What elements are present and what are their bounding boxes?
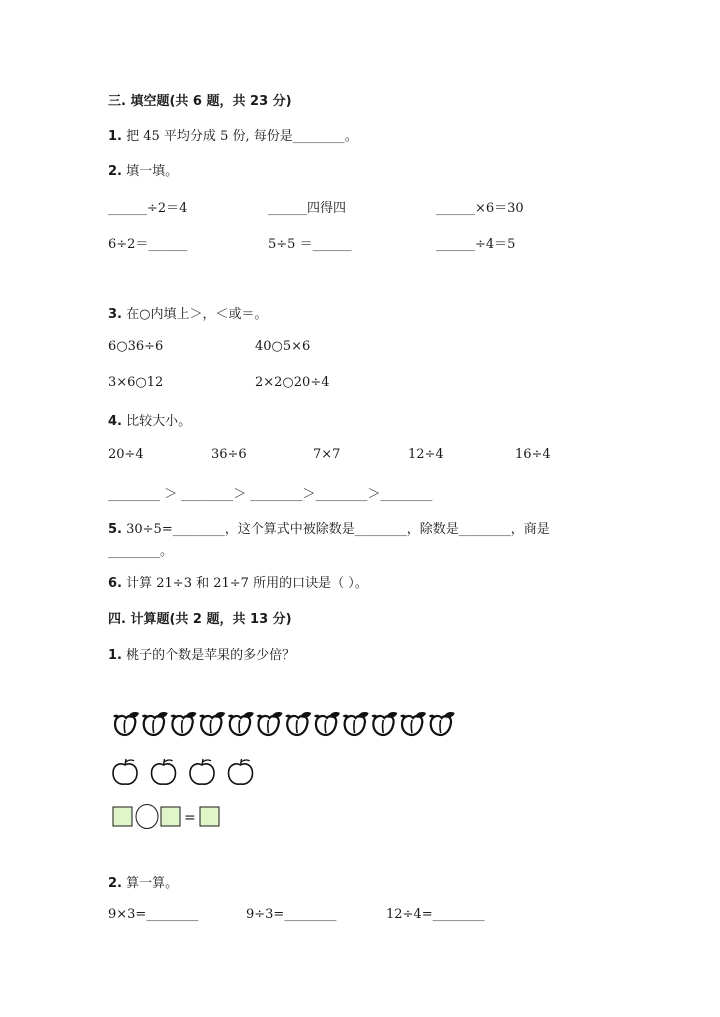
- question-number: 4.: [108, 414, 122, 429]
- question-4-1: [108, 644, 295, 663]
- fill-item: ______×6＝30: [436, 201, 524, 216]
- expression-item: 16÷4: [515, 447, 551, 462]
- question-3-2: [108, 160, 178, 179]
- equals-sign: =: [184, 810, 196, 826]
- question-text: 计算 21÷3 和 21÷7 所用的口诀是（ ）。: [126, 576, 368, 591]
- question-number: 5.: [108, 522, 122, 537]
- fill-item: ______四得四: [268, 201, 347, 216]
- answer-line: ________ ＞ ________＞ ________＞________＞________: [108, 487, 433, 502]
- question-text-continued: ________。: [108, 544, 174, 559]
- fill-item: 5÷5 ＝______: [268, 237, 352, 252]
- question-3-4: [108, 410, 191, 429]
- peach-icon: [199, 712, 225, 735]
- question-text: 桃子的个数是苹果的多少倍？: [126, 648, 296, 663]
- peach-icon: [113, 712, 139, 735]
- compare-item: 2×2○20÷4: [255, 375, 330, 390]
- peach-icon: [257, 712, 283, 735]
- question-number: 2.: [108, 876, 122, 891]
- peach-icon: [314, 712, 340, 735]
- question-3-3: [108, 303, 267, 322]
- fill-item: ______÷4＝5: [436, 237, 516, 252]
- calc-item: 9÷3=________: [246, 907, 337, 922]
- apple-icon: [229, 759, 253, 784]
- answer-box[interactable]: [113, 807, 132, 826]
- question-number: 1.: [108, 648, 122, 663]
- peach-icon: [170, 712, 196, 735]
- answer-box[interactable]: [161, 807, 180, 826]
- question-4-2: [108, 872, 178, 891]
- apple-icon: [190, 759, 214, 784]
- question-3-1: [108, 125, 358, 144]
- expression-item: 36÷6: [211, 447, 247, 462]
- operator-circle[interactable]: [136, 805, 158, 829]
- apple-icon: [152, 759, 176, 784]
- fill-item: ______÷2＝4: [108, 201, 188, 216]
- question-text: 算一算。: [126, 876, 179, 891]
- expression-item: 20÷4: [108, 447, 144, 462]
- compare-item: 3×6○12: [108, 375, 164, 390]
- calc-item: 12÷4=________: [386, 907, 485, 922]
- question-text: 填一填。: [126, 164, 179, 179]
- question-number: 1.: [108, 129, 122, 144]
- peach-icon: [343, 712, 369, 735]
- section-3-heading: 三. 填空题(共 6 题，共 23 分): [108, 94, 292, 109]
- calc-item: 9×3=________: [108, 907, 199, 922]
- peach-icon: [371, 712, 397, 735]
- compare-item: 6○36÷6: [108, 339, 164, 354]
- question-3-5: [108, 518, 550, 537]
- peach-icon: [228, 712, 254, 735]
- question-number: 3.: [108, 307, 122, 322]
- question-text: 比较大小。: [126, 414, 192, 429]
- apple-row: [112, 757, 272, 787]
- expression-item: 7×7: [313, 447, 341, 462]
- question-text: 30÷5=________，这个算式中被除数是________，除数是________，商是: [126, 522, 550, 537]
- peach-icon: [400, 712, 426, 735]
- peach-icon: [142, 712, 168, 735]
- question-text: 在○内填上＞，＜或＝。: [126, 307, 268, 322]
- question-number: 2.: [108, 164, 122, 179]
- peach-icon: [429, 712, 455, 735]
- peach-row: [112, 711, 462, 739]
- expression-item: 12÷4: [408, 447, 444, 462]
- fill-item: 6÷2＝______: [108, 237, 188, 252]
- equation-template: [112, 804, 232, 830]
- question-3-6: [108, 572, 368, 591]
- question-number: 6.: [108, 576, 122, 591]
- question-text: 把 45 平均分成 5 份, 每份是________。: [126, 129, 358, 144]
- section-4-heading: 四. 计算题(共 2 题，共 13 分): [108, 612, 292, 627]
- answer-box[interactable]: [200, 807, 219, 826]
- apple-icon: [113, 759, 137, 784]
- peach-icon: [285, 712, 311, 735]
- compare-item: 40○5×6: [255, 339, 311, 354]
